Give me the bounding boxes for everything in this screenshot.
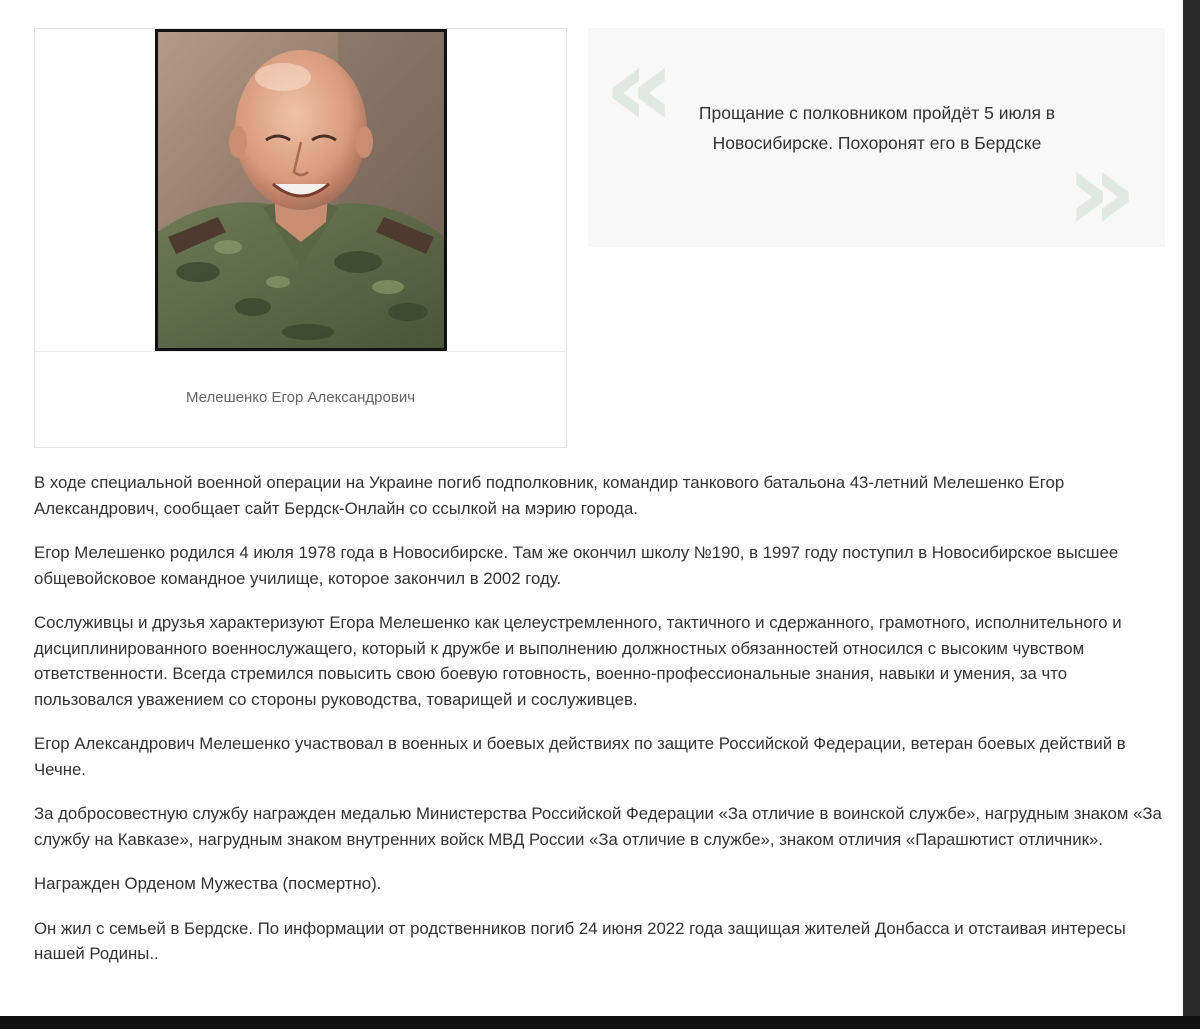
portrait-frame	[155, 29, 447, 351]
article-paragraph: Награжден Орденом Мужества (посмертно).	[34, 874, 382, 893]
pull-quote-text: Прощание с полковником пройдёт 5 июля в Новосибирске. Похоронят его в Бердске	[698, 103, 1056, 153]
open-quote-icon: «	[604, 23, 676, 151]
article-paragraph: В ходе специальной военной операции на Украине погиб подполковник, командир танкового батальона 43-летний Мелешенко Егор Александрович, сообщает сайт Бердск-Онлайн со ссылкой на мэрию города.	[34, 473, 1065, 518]
article-paragraph: Сослуживцы и друзья характеризуют Егора Мелешенко как целеустремленного, тактичного и сдержанного, грамотного, исполнительного и дисциплинированного военнослужащего, который к дружбе и выполнению должностных обязанностей относился с высоким чувством ответственности. Всегда стремился повысить свою боевую готовность, военно-профессиональные знания, навыки и умения, за что пользовался уважением со стороны руководства, товарищей и сослуживцев.	[34, 613, 1122, 709]
article-body	[34, 470, 1169, 967]
article-paragraph: Егор Мелешенко родился 4 июля 1978 года в Новосибирске. Там же окончил школу №190, в 1997 году поступил в Новосибирское высшее общевойсковое командное училище, которое закончил в 2002 году.	[34, 543, 1119, 588]
caption-divider	[35, 351, 566, 352]
close-quote-icon: »	[1066, 127, 1138, 255]
window-edge-bottom	[0, 1016, 1200, 1029]
article-paragraph: Он жил с семьей в Бердске. По информации от родственников погиб 24 июня 2022 года защищая жителей Донбасса и отстаивая интересы нашей Родины..	[34, 918, 1126, 963]
article-paragraph: Егор Александрович Мелешенко участвовал в военных и боевых действиях по защите Российской Федерации, ветеран боевых действий в Чечне.	[34, 734, 1126, 779]
article-paragraph: За добросовестную службу награжден медалью Министерства Российской Федерации «За отличие в воинской службе», нагрудным знаком «За службу на Кавказе», нагрудным знаком внутренних войск МВД России «За отличие в службе», знаком отличия «Парашютист отличник».	[34, 804, 1162, 849]
pull-quote	[588, 23, 1165, 255]
photo-card	[34, 28, 567, 448]
photo-caption: Мелешенко Егор Александрович	[185, 389, 416, 406]
window-edge-right	[1183, 0, 1200, 1029]
portrait-photo	[158, 32, 444, 348]
